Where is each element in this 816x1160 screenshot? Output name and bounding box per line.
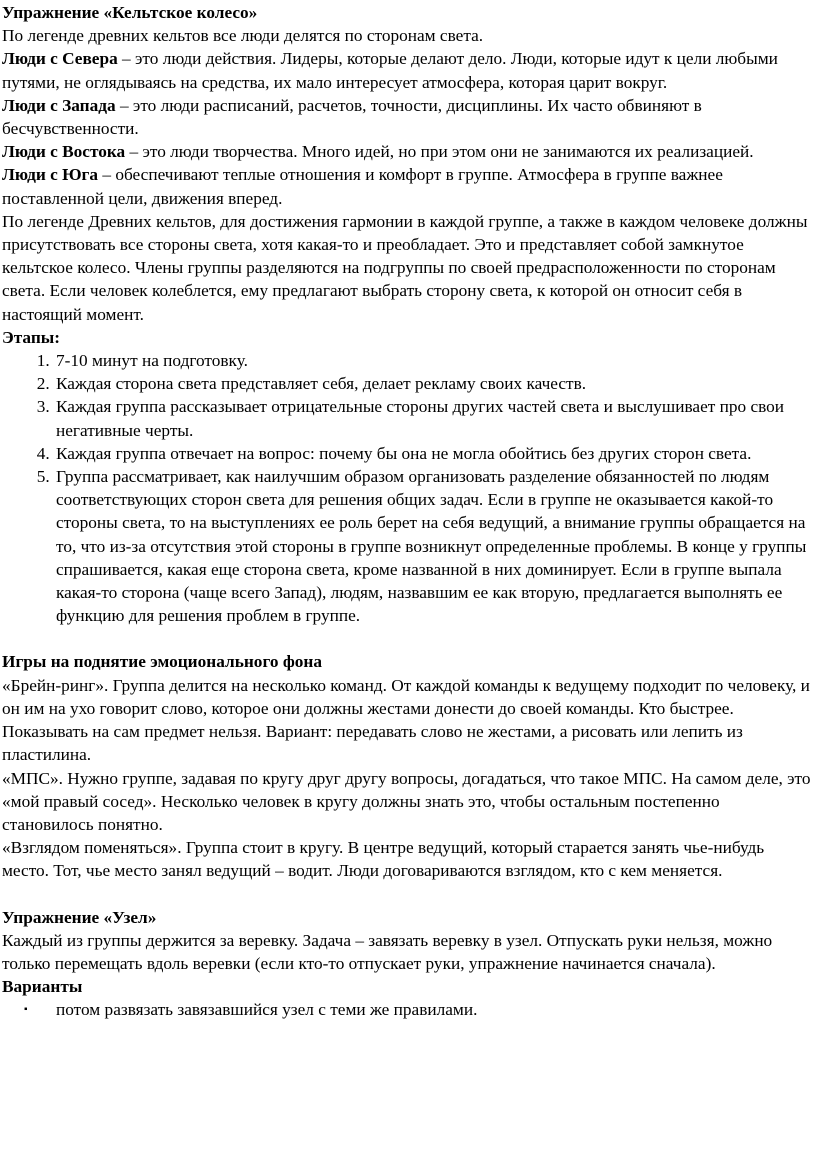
section-celtic-wheel-intro: По легенде древних кельтов все люди делятся по сторонам света. — [2, 26, 484, 46]
list-item: 3. Каждая группа рассказывает отрицательные стороны других частей света и выслушивает про свои негативные черты. — [54, 395, 814, 441]
paragraph-game: «МПС». Нужно группе, задавая по кругу друг другу вопросы, догадаться, что такое МПС. На самом деле, это «мой правый сосед». Несколько человек в кругу должны знать это, чтобы остальным постепенно становилось понятно. — [2, 768, 811, 834]
spacer — [2, 627, 814, 650]
stages-title: Этапы: — [2, 327, 61, 347]
paragraph-west: Люди с Запада – это люди расписаний, расчетов, точности, дисциплины. Их часто обвиняют в бесчувственности. — [2, 95, 702, 139]
paragraph-knot: Каждый из группы держится за веревку. Задача – завязать веревку в узел. Отпускать руки нельзя, можно только перемещать вдоль веревки (если кто-то отпускает руки, упражнение начинается сначала). — [2, 930, 773, 973]
square-bullet-icon: ▪ — [24, 1004, 28, 1016]
stages-list — [2, 349, 814, 627]
paragraph-south: Люди с Юга – обеспечивают теплые отношения и комфорт в группе. Атмосфера в группе важнее поставленной цели, движения вперед. — [2, 165, 723, 208]
section-celtic-wheel-title: Упражнение «Кельтское колесо» — [2, 3, 258, 22]
south-label: Люди с Юга — [2, 165, 99, 185]
variants-title: Варианты — [2, 977, 83, 997]
paragraph-game: «Взглядом поменяться». Группа стоит в кругу. В центре ведущий, который старается занять чье-нибудь место. Тот, чье место занял ведущий – водит. Люди договариваются взглядом, кто с кем меняется. — [2, 838, 765, 881]
spacer — [2, 883, 814, 906]
section-games-title: Игры на поднятие эмоционального фона — [2, 652, 323, 672]
paragraph-north: Люди с Севера – это люди действия. Лидеры, которые делают дело. Люди, которые идут к цели любыми путями, не оглядываясь на средства, их мало интересует атмосфера, которая царит вокруг. — [2, 49, 778, 92]
list-item: 1. 7-10 минут на подготовку. — [54, 349, 814, 372]
west-label: Люди с Запада — [2, 95, 116, 115]
north-label: Люди с Севера — [2, 49, 118, 69]
section-knot-title: Упражнение «Узел» — [2, 907, 157, 927]
variants-list — [2, 998, 814, 1021]
paragraph-east: Люди с Востока – это люди творчества. Много идей, но при этом они не занимаются их реализацией. — [2, 142, 754, 162]
list-item: 5. Группа рассматривает, как наилучшим образом организовать разделение обязанностей по людям соответствующих сторон света для решения общих задач. Если в группе не оказывается какой-то стороны света, то на выступлениях ее роль берет на себя ведущий, а внимание группы обращается на то, что из-за отсутствия этой стороны в группе возникнут определенные проблемы. В конце у группы спрашивается, какая еще сторона света, кроме названной в них доминирует. Если в группе выпала какая-то сторона (чаще всего Запад), людям, назвавшим ее как вторую, предлагается выполнять ее функцию для решения проблем в группе. — [54, 465, 814, 627]
list-item: ▪ потом развязать завязавшийся узел с теми же правилами. — [54, 998, 814, 1021]
paragraph-legend: По легенде Древних кельтов, для достижения гармонии в каждой группе, а также в каждом человеке должны присутствовать все стороны света, хотя какая-то и преобладает. Это и представляет собой замкнутое кельтское колесо. Члены группы разделяются на подгруппы по своей предрасположенности по сторонам света. Если человек колеблется, ему предлагают выбрать сторону света, к которой он относит себя в настоящий момент. — [2, 211, 808, 324]
list-item: 2. Каждая сторона света представляет себя, делает рекламу своих качеств. — [54, 372, 814, 395]
paragraph-game: «Брейн-ринг». Группа делится на несколько команд. От каждой команды к ведущему подходит по человеку, и он им на ухо говорит слово, которое они должны жестами донести до своей команды. Кто быстрее. Показывать на сам предмет нельзя. Вариант: передавать слово не жестами, а рисовать или лепить из пластилина. — [2, 675, 810, 765]
list-item: 4. Каждая группа отвечает на вопрос: почему бы она не могла обойтись без других сторон света. — [54, 442, 814, 465]
east-label: Люди с Востока — [2, 142, 126, 162]
